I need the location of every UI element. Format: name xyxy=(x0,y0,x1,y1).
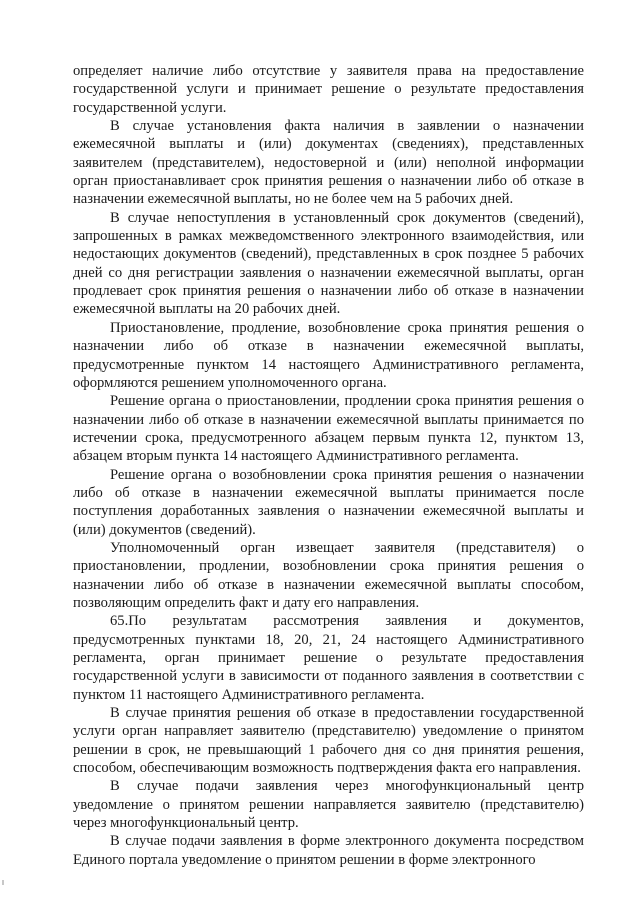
paragraph: В случае подачи заявления в форме электронного документа посредством Единого портала уведомление о принятом решении в форме электронного xyxy=(73,833,584,868)
paragraph: Уполномоченный орган извещает заявителя (представителя) о приостановлении, продлении, возобновлении срока принятия решения о назначении либо об отказе в назначении ежемесячной выплаты способом, позволяющим определить факт и дату его направления. xyxy=(73,539,584,611)
scan-edge-mark xyxy=(2,880,4,885)
paragraph: В случае установления факта наличия в заявлении о назначении ежемесячной выплаты и (или) документах (сведениях), представленных заявителем (представителем), недостоверной и (или) неполной информации орган приостанавливает срок принятия решения о назначении либо об отказе в назначении ежемесячной выплаты, но не более чем на 5 рабочих дней. xyxy=(73,118,584,208)
paragraph: Решение органа о приостановлении, продлении срока принятия решения о назначении либо об отказе в назначении ежемесячной выплаты принимается по истечении срока, предусмотренного абзацем первым пункта 12, пунктом 13, абзацем вторым пункта 14 настоящего Административного регламента. xyxy=(73,393,584,465)
paragraph: Приостановление, продление, возобновление срока принятия решения о назначении либо об отказе в назначении ежемесячной выплаты, предусмотренные пунктом 14 настоящего Административного регламента, оформляются решением уполномоченного органа. xyxy=(73,319,584,391)
paragraph: В случае подачи заявления через многофункциональный центр уведомление о принятом решении направляется заявителю (представителю) через многофункциональный центр. xyxy=(73,778,584,832)
document-text xyxy=(73,62,584,869)
paragraph-continuation: определяет наличие либо отсутствие у заявителя права на предоставление государственной услуги и принимает решение о результате предоставления государственной услуги. xyxy=(73,63,584,116)
paragraph: В случае принятия решения об отказе в предоставлении государственной услуги орган направляет заявителю (представителю) уведомление о принятом решении в срок, не превышающий 1 рабочего дня со дня принятия решения, способом, обеспечивающим возможность подтверждения факта его направления. xyxy=(73,705,584,777)
paragraph: Решение органа о возобновлении срока принятия решения о назначении либо об отказе в назначении ежемесячной выплаты принимается после поступления доработанных заявления о назначении ежемесячной выплаты и (или) документов (сведений). xyxy=(73,466,584,538)
paragraph-item-65: 65.По результатам рассмотрения заявления и документов, предусмотренных пунктами 18, 20, 21, 24 настоящего Административного регламента, орган принимает решение о результате предоставления государственной услуги в зависимости от поданного заявления в соответствии с пунктом 11 настоящего Административного регламента. xyxy=(73,613,584,703)
paragraph: В случае непоступления в установленный срок документов (сведений), запрошенных в рамках межведомственного электронного взаимодействия, или недостающих документов (сведений), представленных в срок позднее 5 рабочих дней со дня регистрации заявления о назначении ежемесячной выплаты, орган продлевает срок принятия решения о назначении либо об отказе в назначении ежемесячной выплаты на 20 рабочих дней. xyxy=(73,209,584,318)
